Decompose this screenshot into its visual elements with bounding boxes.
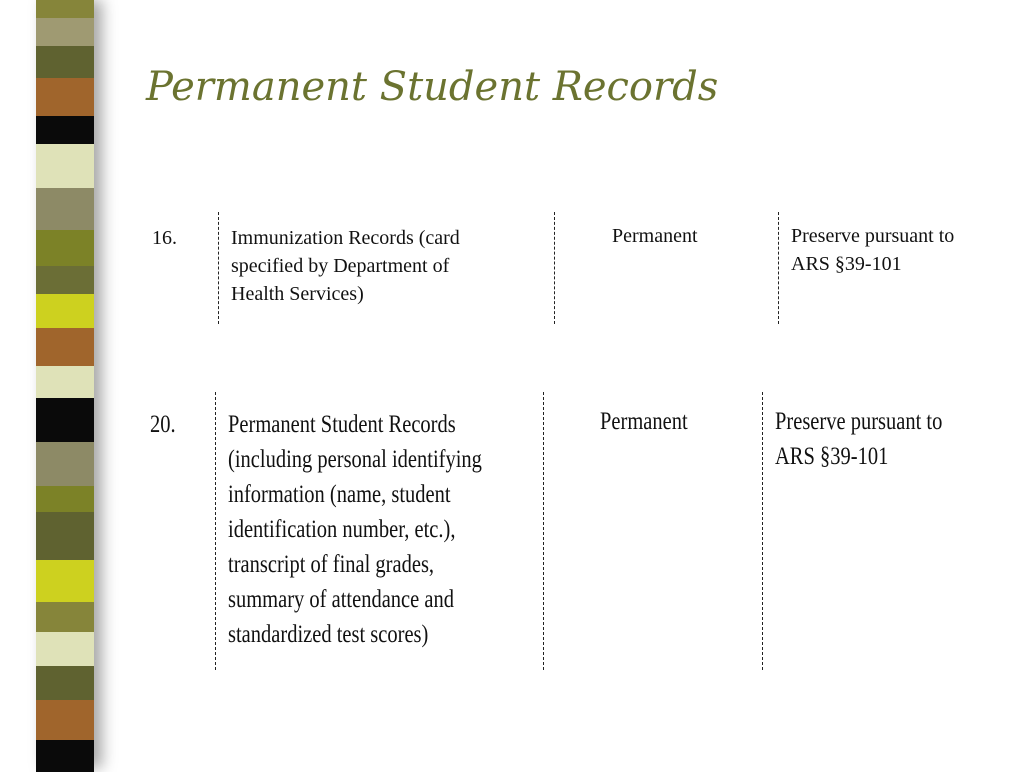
record-remarks-text: Preserve pursuant to ARS §39-101 bbox=[775, 408, 943, 470]
record-remarks: Preserve pursuant to ARS §39-101 bbox=[791, 225, 955, 275]
stripe-segment bbox=[36, 0, 94, 18]
column-divider bbox=[543, 392, 544, 670]
stripe-segment bbox=[36, 144, 94, 188]
record-number: 16. bbox=[152, 227, 177, 249]
slide-title: Permanent Student Records bbox=[146, 64, 719, 110]
stripe-segment bbox=[36, 18, 94, 46]
record-description: Immunization Records (card specified by Department of Health Services) bbox=[231, 227, 460, 305]
column-divider bbox=[215, 392, 216, 670]
record-row-20 bbox=[0, 392, 1024, 672]
record-number bbox=[150, 407, 181, 442]
column-divider bbox=[762, 392, 763, 670]
stripe-segment bbox=[36, 328, 94, 366]
column-divider bbox=[218, 212, 219, 324]
stripe-segment bbox=[36, 700, 94, 740]
record-retention-text: Permanent bbox=[600, 408, 688, 435]
record-description-text: Permanent Student Records (including personal identifying information (name, student identification number, etc.), transcript of final grades, summary of attendance and standardized test scores) bbox=[228, 411, 482, 648]
stripe-segment bbox=[36, 46, 94, 78]
stripe-segment bbox=[36, 740, 94, 772]
record-number-text: 20. bbox=[150, 411, 176, 438]
record-retention: Permanent bbox=[612, 225, 698, 247]
stripe-segment bbox=[36, 78, 94, 116]
column-divider bbox=[778, 212, 779, 324]
stripe-segment bbox=[36, 116, 94, 144]
record-retention bbox=[600, 404, 707, 439]
record-remarks bbox=[775, 404, 1024, 474]
column-divider bbox=[554, 212, 555, 324]
record-row-16 bbox=[0, 212, 1024, 326]
